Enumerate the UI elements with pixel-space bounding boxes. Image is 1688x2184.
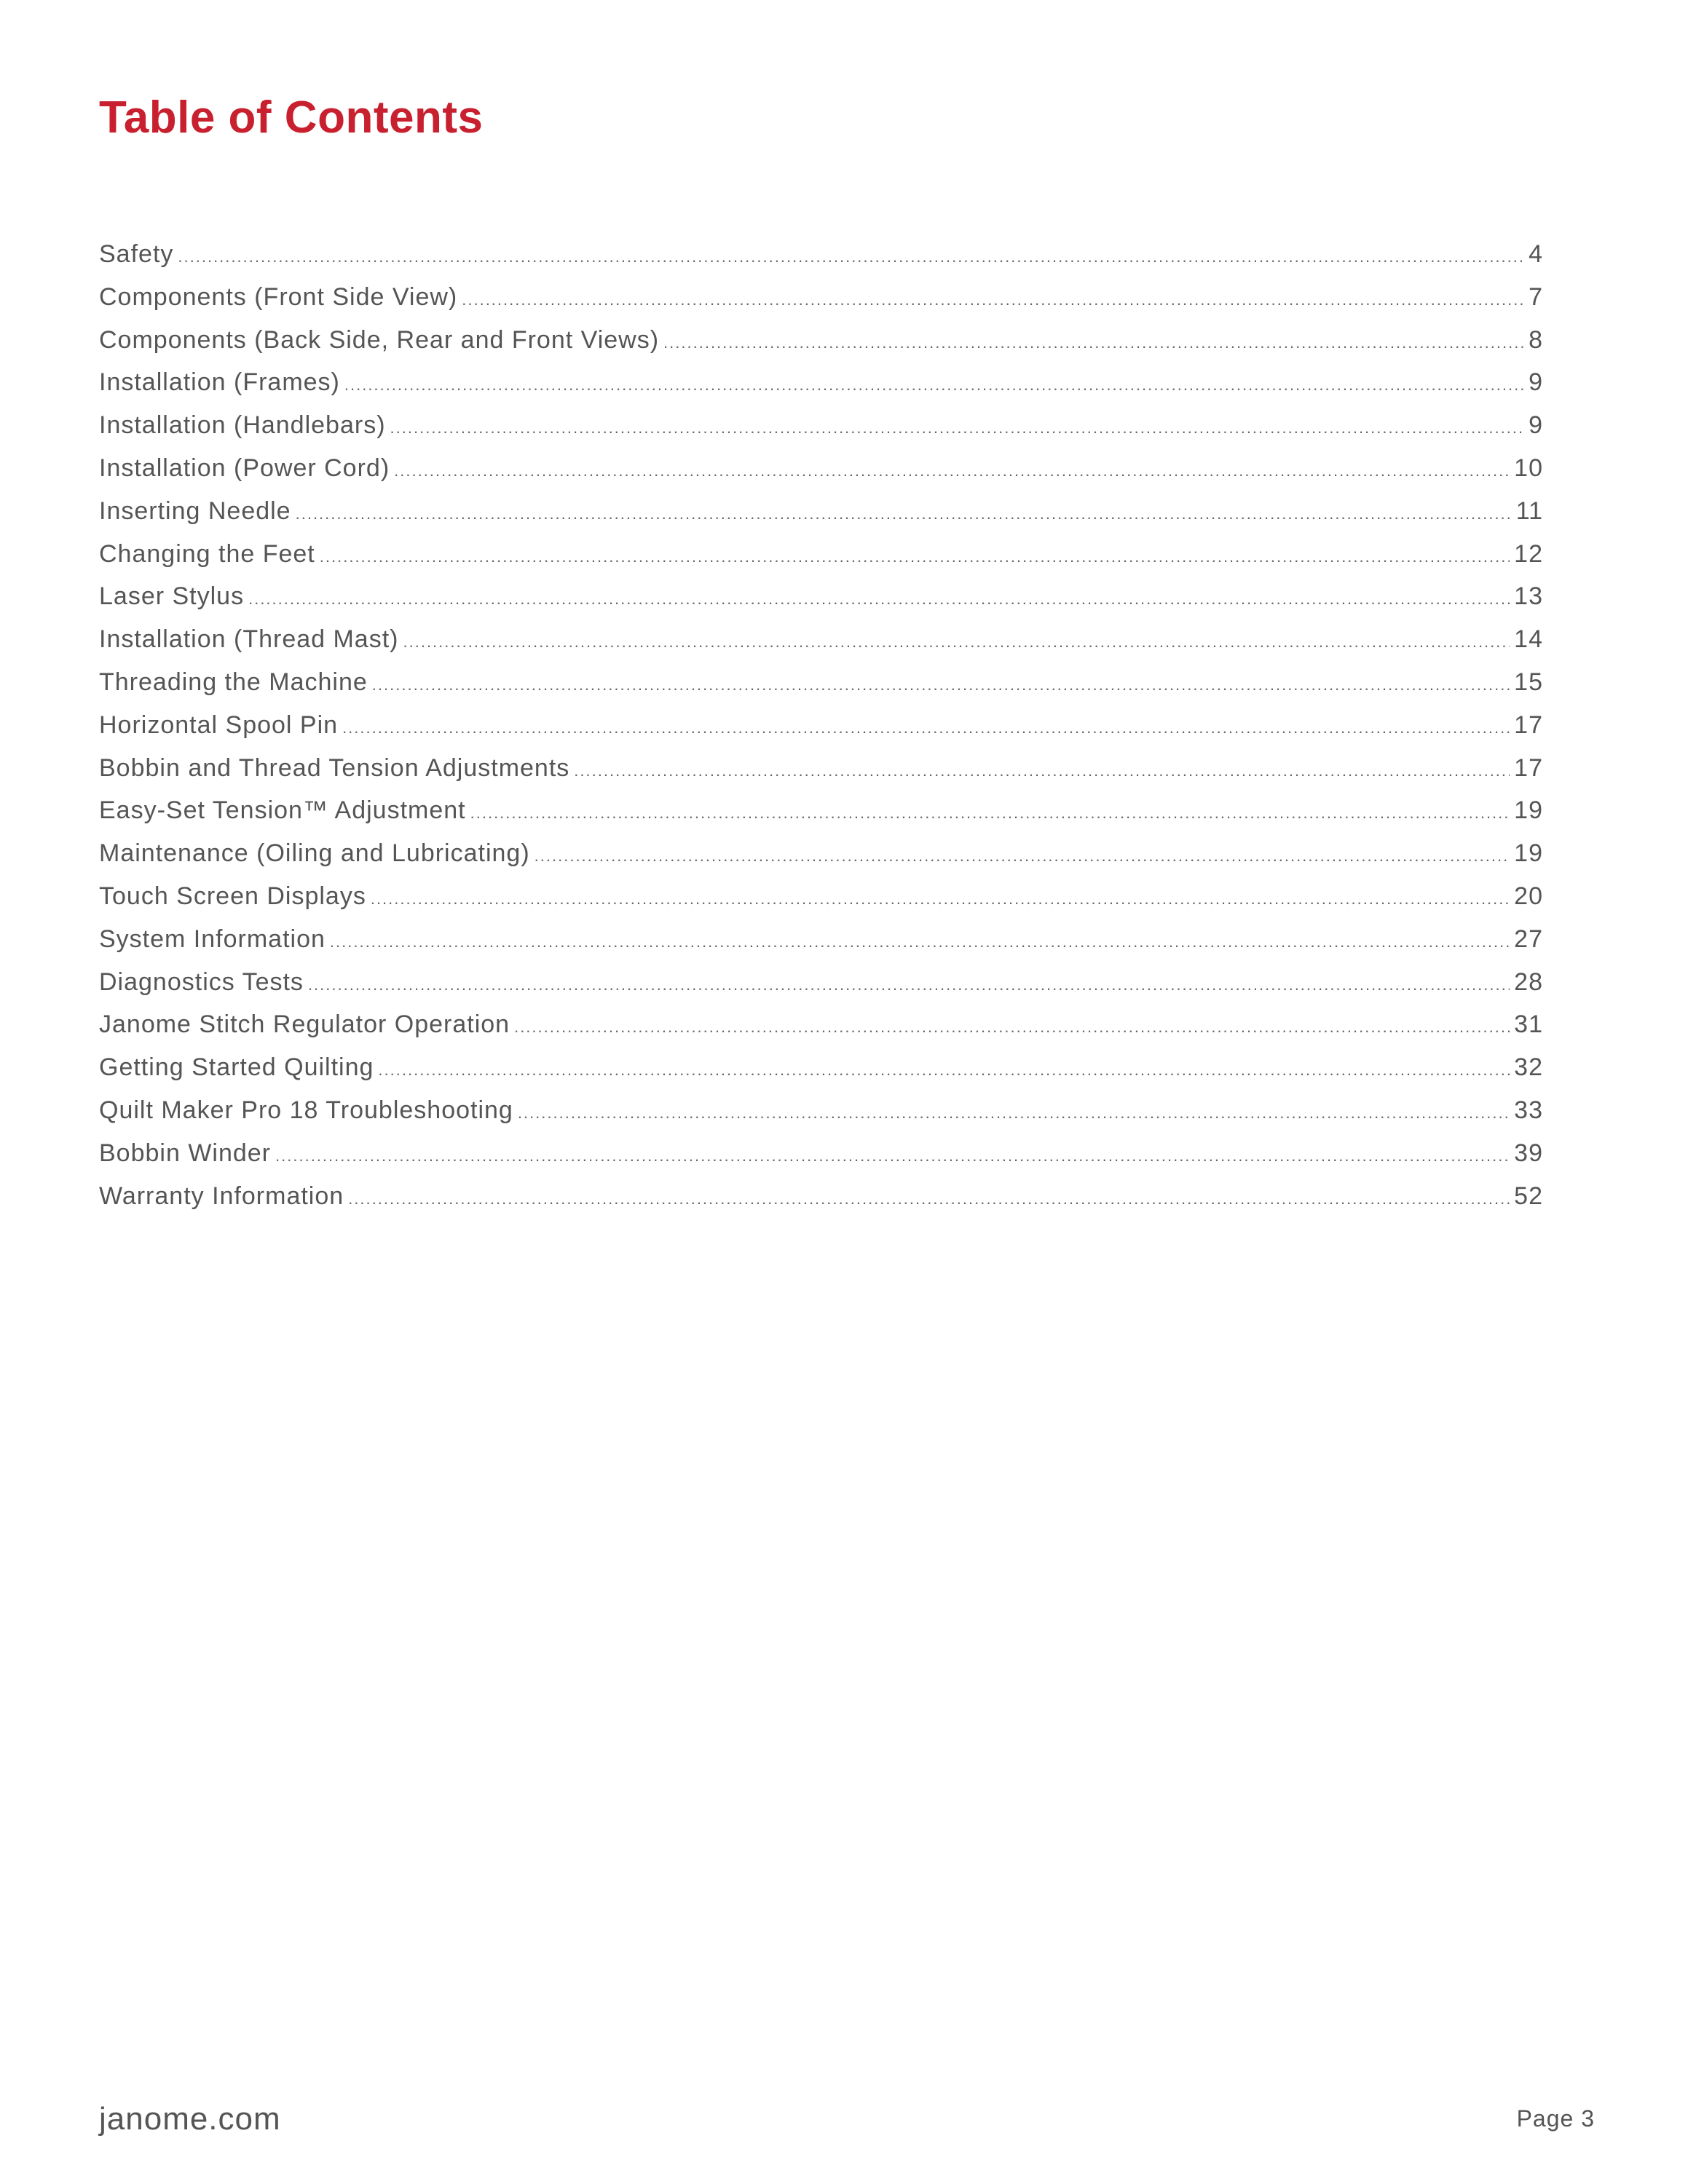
toc-leader-dots [372,664,1510,707]
toc-entry-page: 52 [1514,1182,1543,1210]
footer-website[interactable]: janome.com [99,2101,281,2137]
toc-entry-label: Bobbin and Thread Tension Adjustments [99,753,570,782]
toc-entry-label: Changing the Feet [99,539,315,568]
toc-entry-label: Quilt Maker Pro 18 Troubleshooting [99,1096,513,1124]
toc-entry-touch-screen-displays[interactable] [99,875,1543,918]
toc-entry-installation-thread-mast[interactable] [99,618,1543,661]
toc-entry-label: Inserting Needle [99,496,291,525]
toc-leader-dots [378,1049,1510,1092]
toc-entry-label: Maintenance (Oiling and Lubricating) [99,839,530,868]
toc-entry-page: 13 [1514,582,1543,611]
toc-entry-label: Easy-Set Tension™ Adjustment [99,796,466,825]
toc-entry-diagnostics-tests[interactable] [99,961,1543,1004]
toc-entry-page: 27 [1514,925,1543,953]
toc-entry-page: 32 [1514,1053,1543,1082]
toc-entry-label: Installation (Frames) [99,368,340,397]
toc-leader-dots [518,1092,1510,1135]
toc-leader-dots [248,578,1510,621]
toc-entry-stitch-regulator[interactable] [99,1003,1543,1046]
toc-entry-label: Janome Stitch Regulator Operation [99,1010,510,1039]
toc-entry-page: 9 [1529,411,1543,440]
toc-entry-page: 28 [1514,968,1543,996]
toc-entry-troubleshooting[interactable] [99,1089,1543,1132]
toc-entry-page: 31 [1514,1010,1543,1039]
toc-entry-page: 33 [1514,1096,1543,1124]
toc-entry-getting-started-quilting[interactable] [99,1046,1543,1089]
toc-entry-page: 7 [1529,282,1543,311]
toc-leader-dots [348,1178,1510,1221]
footer-page-number: Page 3 [1516,2105,1595,2132]
toc-leader-dots [390,407,1525,450]
toc-entry-page: 17 [1514,753,1543,782]
toc-entry-label: Diagnostics Tests [99,968,304,996]
toc-leader-dots [470,792,1510,835]
toc-entry-components-front[interactable] [99,276,1543,319]
toc-leader-dots [320,536,1510,579]
toc-leader-dots [394,450,1510,493]
toc-leader-dots [535,835,1510,878]
toc-entry-system-information[interactable] [99,918,1543,961]
toc-entry-label: Components (Front Side View) [99,282,458,311]
toc-entry-laser-stylus[interactable] [99,575,1543,618]
toc-entry-safety[interactable] [99,233,1543,276]
toc-entry-label: Installation (Thread Mast) [99,625,399,654]
toc-entry-page: 39 [1514,1139,1543,1167]
toc-leader-dots [296,493,1512,536]
toc-entry-page: 12 [1514,539,1543,568]
toc-entry-bobbin-winder[interactable] [99,1132,1543,1175]
toc-leader-dots [403,621,1510,664]
toc-leader-dots [663,322,1524,365]
toc-entry-page: 17 [1514,711,1543,739]
toc-entry-warranty-information[interactable] [99,1175,1543,1218]
toc-entry-page: 10 [1514,454,1543,482]
toc-entry-label: Horizontal Spool Pin [99,711,339,739]
toc-leader-dots [574,750,1510,793]
toc-entry-easy-set-tension[interactable] [99,789,1543,832]
toc-leader-dots [275,1135,1510,1178]
toc-entry-inserting-needle[interactable] [99,490,1543,533]
toc-entry-label: Threading the Machine [99,668,368,696]
toc-entry-label: Installation (Handlebars) [99,411,386,440]
toc-entry-label: Bobbin Winder [99,1139,272,1167]
toc-entry-installation-handlebars[interactable] [99,404,1543,447]
toc-entry-page: 8 [1529,325,1543,354]
toc-entry-changing-feet[interactable] [99,533,1543,576]
toc-leader-dots [462,279,1524,322]
toc-entry-page: 9 [1529,368,1543,397]
toc-leader-dots [344,364,1524,407]
toc-entry-label: Safety [99,240,174,268]
toc-entry-label: System Information [99,925,326,953]
toc-leader-dots [514,1006,1510,1049]
toc-entry-page: 14 [1514,625,1543,654]
toc-leader-dots [178,236,1524,279]
toc-entry-page: 15 [1514,668,1543,696]
toc-entry-label: Warranty Information [99,1182,344,1210]
toc-entry-label: Touch Screen Displays [99,882,366,910]
toc-entry-label: Laser Stylus [99,582,245,611]
toc-entry-page: 19 [1514,839,1543,868]
toc-entry-label: Getting Started Quilting [99,1053,374,1082]
toc-entry-bobbin-thread-tension[interactable] [99,747,1543,790]
toc-leader-dots [371,878,1510,921]
toc-entry-installation-power-cord[interactable] [99,447,1543,490]
toc-entry-threading-machine[interactable] [99,661,1543,704]
toc-entry-label: Installation (Power Cord) [99,454,390,482]
toc-entry-page: 11 [1515,496,1543,525]
toc-entry-components-back[interactable] [99,319,1543,362]
toc-entry-horizontal-spool-pin[interactable] [99,704,1543,747]
toc-entry-label: Components (Back Side, Rear and Front Views) [99,325,660,354]
toc-entry-maintenance[interactable] [99,832,1543,875]
toc-leader-dots [342,707,1510,750]
toc-entry-page: 20 [1514,882,1543,910]
page-title: Table of Contents [99,92,484,143]
toc-entry-page: 19 [1514,796,1543,825]
table-of-contents [99,233,1543,1217]
toc-entry-installation-frames[interactable] [99,361,1543,404]
toc-leader-dots [330,921,1510,964]
toc-entry-page: 4 [1529,240,1543,268]
toc-leader-dots [308,964,1510,1007]
